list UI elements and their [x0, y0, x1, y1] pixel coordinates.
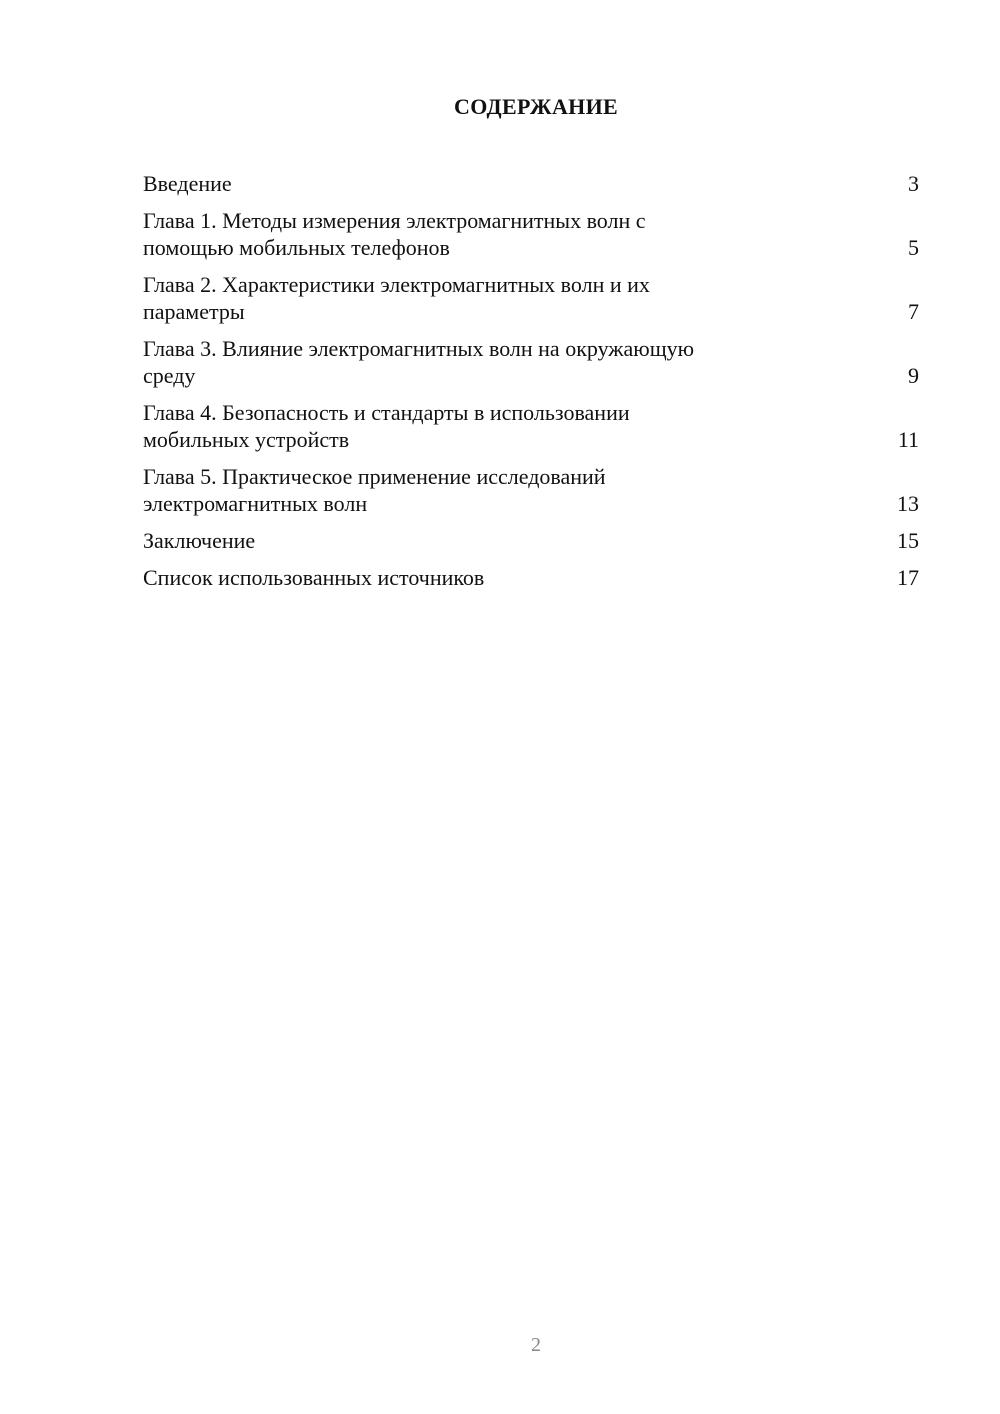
- toc-entry-page: 9: [908, 363, 919, 388]
- toc-entry-title: Введение: [143, 171, 232, 196]
- toc-entry-title: Заключение: [143, 528, 256, 553]
- toc-entry-title: Глава 1. Методы измерения электромагнитных волн с помощью мобильных телефонов: [143, 208, 646, 260]
- toc-entry-title: Глава 5. Практическое применение исследований электромагнитных волн: [143, 464, 606, 516]
- toc-entry-conclusion: [143, 527, 919, 554]
- toc-entry-page: 15: [897, 528, 919, 553]
- toc-entry-title: Глава 4. Безопасность и стандарты в использовании мобильных устройств: [143, 400, 630, 452]
- toc-entry-page: 17: [897, 565, 919, 590]
- toc-entry-title: Глава 3. Влияние электромагнитных волн на окружающую среду: [143, 336, 695, 388]
- toc-entry-title: Список использованных источников: [143, 565, 485, 590]
- toc-entry-chapter-1: [143, 207, 919, 261]
- toc-entry-references: [143, 564, 919, 591]
- toc-entry-chapter-2: [143, 271, 919, 325]
- page-number: 2: [531, 1334, 541, 1356]
- toc-entry-page: 11: [897, 427, 919, 452]
- toc-entry-introduction: [143, 170, 919, 197]
- toc-entry-chapter-4: [143, 399, 919, 453]
- page-title: СОДЕРЖАНИЕ: [454, 94, 618, 119]
- toc-entry-page: 7: [908, 299, 919, 324]
- toc-entry-chapter-3: [143, 335, 919, 389]
- toc-entry-page: 3: [908, 171, 919, 196]
- toc-entry-page: 5: [908, 235, 919, 260]
- toc-entry-title: Глава 2. Характеристики электромагнитных волн и их параметры: [143, 272, 650, 324]
- toc-entry-chapter-5: [143, 463, 919, 517]
- toc-entry-page: 13: [897, 491, 919, 516]
- table-of-contents: [143, 170, 919, 601]
